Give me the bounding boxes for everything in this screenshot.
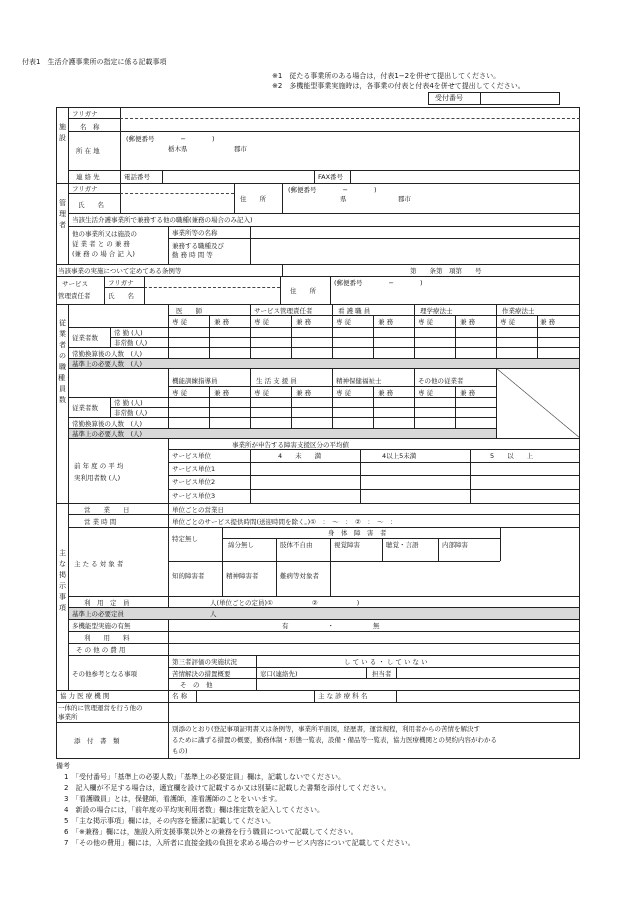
facility-address-label: 所 在 地	[76, 147, 100, 155]
range-2: 5 以 上	[490, 452, 534, 460]
facility-name-input[interactable]	[124, 120, 574, 130]
std-staff-label: 基準上の必要定員	[72, 610, 124, 618]
part-8: 兼 務	[378, 389, 394, 397]
range-0: 4 未 満	[278, 452, 322, 460]
full-6: 専 従	[172, 389, 188, 397]
service-manager-furigana: フリガナ	[108, 279, 134, 287]
main-section-label: 主な掲示事項	[59, 549, 66, 612]
physical-header: 身 体 障 害 者	[328, 529, 387, 537]
job-other: その他の従業者	[418, 377, 464, 385]
remark-2: 2 記入欄が不足する場合は，適宜欄を設けて記載するか又は別葉に記載した書類を添付してください。	[64, 784, 391, 792]
count-label-1: 従業者数	[72, 334, 98, 342]
unit-2: サービス単位2	[172, 478, 216, 486]
remark-1: 1 「受付番号」「基準上の必要人数」「基準上の必要定員」欄は，記載しないでください。	[64, 773, 345, 781]
part-5: 兼 務	[540, 318, 556, 326]
coop-label: 協 力 医 療 機 関	[60, 692, 110, 700]
required-1: 基準上の必要人数 (人)	[72, 360, 143, 368]
business-days-value[interactable]: 単位ごとの営業日	[172, 506, 224, 514]
ordinance-text[interactable]: 第 条第 項第 号	[410, 267, 482, 275]
full-8: 専 従	[336, 389, 352, 397]
target-4: 内部障害	[442, 541, 468, 549]
manager-city: 郡市	[398, 195, 411, 203]
manager-address-label: 住 所	[240, 195, 266, 203]
unit-3: サービス単位3	[172, 492, 216, 500]
manager-pref: 県	[340, 195, 347, 203]
note-2: ※2 多機能型事業実施時は，各事業の付表と付表4を併せて提出してください。	[272, 82, 525, 90]
third-label: 第三者評価の実施状況	[172, 658, 237, 666]
attach-label: 添 付 書 類	[74, 737, 120, 745]
target2-0: 知的障害者	[172, 572, 205, 580]
remark-7: 7 「その他の費用」欄には，入所者に直接金銭の負担を求める場合のサービス内容について記載してください。	[64, 839, 415, 847]
remarks-title: 備考	[56, 762, 70, 770]
service-manager-label2: 管理責任者	[58, 292, 91, 300]
no-spec: 特定無し	[172, 535, 198, 543]
person-label: 担当者	[372, 670, 392, 678]
manager-other-line2: 従 業 者 と の 兼 務	[72, 240, 130, 248]
facility-contact-label: 連 絡 先	[76, 173, 100, 181]
attach-text-2: るために講ずる措置の概要，勤務体制・形態一覧表，設備・備品等一覧表，協力医療機関との契約内容がわかる	[172, 736, 497, 744]
unified-label-1: 一体的に管理運営を行う他の	[58, 704, 143, 712]
full-1: 専 従	[172, 318, 188, 326]
target-2: 視覚障害	[334, 541, 360, 549]
nonregular-1: 非常勤 (人)	[114, 339, 148, 347]
service-manager-name-label: 氏 名	[108, 292, 134, 300]
note-1: ※1 従たる事業所のある場合は，付表1−2を併せて提出してください。	[272, 72, 501, 80]
full-3: 専 従	[336, 318, 352, 326]
third-value[interactable]: し て い る ・ し て い な い	[344, 658, 428, 666]
form-title: 付表1 生活介護事業所の指定に係る記載事項	[22, 58, 167, 66]
facility-name-label: 名 称	[80, 123, 100, 131]
coop-dept-label: 主 な 診 療 科 名	[318, 692, 368, 700]
unit-1: サービス単位1	[172, 465, 216, 473]
service-manager-label1: サービス	[62, 280, 88, 288]
manager-other-name-label: 事業所等の名称	[172, 229, 218, 237]
complaint-label: 苦情解決の措置概要	[172, 670, 231, 678]
job-pt: 理学療法士	[420, 307, 453, 315]
job-ot: 作業療法士	[502, 307, 535, 315]
part-4: 兼 務	[460, 318, 476, 326]
part-2: 兼 務	[296, 318, 312, 326]
nonregular-2: 非常勤 (人)	[114, 409, 148, 417]
full-2: 専 従	[254, 318, 270, 326]
coop-name-label: 名 称	[172, 692, 188, 700]
part-1: 兼 務	[214, 318, 230, 326]
facility-city: 郡市	[234, 145, 247, 153]
manager-concurrent-label: 当該生活介護事業所で兼務する他の職種(兼務の場合のみ記入)	[72, 216, 253, 224]
part-6: 兼 務	[214, 389, 230, 397]
business-days-label: 営 業 日	[84, 506, 130, 514]
regular-1: 常 勤 (人)	[114, 329, 143, 337]
diagonal-filler-1	[496, 368, 580, 438]
staff-section-label: 従業者の職種・員数	[58, 319, 72, 404]
attach-text-3: もの)	[172, 747, 188, 755]
manager-other-job1: 兼務する職種及び	[172, 242, 224, 250]
target-label: 主 た る 対 象 者	[74, 560, 124, 568]
facility-postal[interactable]: (郵便番号 − )	[126, 135, 215, 143]
part-9: 兼 務	[460, 389, 476, 397]
manager-other-line3: (兼 務 の 場 合 記 入)	[72, 250, 135, 258]
manager-furigana-label: フリガナ	[72, 185, 98, 193]
business-hours-value[interactable]: 単位ごとのサービス提供時間(送迎時間を除く。)① ： 〜 ： ② ： 〜 ：	[172, 518, 397, 526]
job-service-manager: サービス管理責任者	[254, 307, 313, 315]
business-hours-label: 営 業 時 間	[84, 518, 117, 526]
service-manager-address-label: 住 所	[290, 287, 316, 295]
remark-3: 3 「看護職員」とは，保健師，看護師，准看護師のことをいいます。	[64, 795, 282, 803]
target-3: 聴覚・言語	[386, 541, 419, 549]
manager-postal[interactable]: (郵便番号 − )	[288, 186, 377, 194]
other-label: そ の 他	[180, 681, 213, 689]
remark-5: 5 「主な掲示事項」欄には，その内容を簡潔に記載してください。	[64, 817, 275, 825]
manager-other-line1: 他の事業所又は施設の	[72, 230, 137, 238]
job-nurse: 看 護 職 員	[338, 307, 371, 315]
required-2: 基準上の必要人数 (人)	[72, 430, 143, 438]
unified-label-2: 事業所	[58, 713, 78, 721]
job-life-support: 生 活 支 援 員	[256, 377, 297, 385]
manager-name-label: 氏 名	[78, 201, 104, 209]
job-doctor: 医 師	[176, 307, 202, 315]
prev-avg-1: 前 年 度 の 平 均	[74, 462, 124, 470]
part-3: 兼 務	[378, 318, 394, 326]
part-7: 兼 務	[296, 389, 312, 397]
receipt-number-label: 受付番号	[435, 94, 463, 102]
window-label: 窓口(連絡先)	[260, 670, 298, 678]
job-functional-trainer: 機能訓練指導員	[172, 377, 218, 385]
target-1: 肢体不自由	[280, 541, 313, 549]
attach-text-1: 別添のとおり(登記事項証明書又は条例等，事業所平面図，経歴書，運営規程，利用者からの苦情を解決す	[172, 725, 481, 733]
multi-value[interactable]: 有 ・ 無	[282, 622, 380, 630]
count-label-2: 従業者数	[72, 404, 98, 412]
prev-avg-2: 実利用者数 (人)	[74, 474, 121, 482]
facility-pref: 栃木県	[168, 145, 188, 153]
fee-label: 利 用 料	[84, 634, 130, 642]
target2-2: 難病等対象者	[280, 572, 319, 580]
ref-label: その他参考となる事項	[72, 670, 137, 678]
fte-1: 常勤換算後の人数 (人)	[72, 350, 143, 358]
other-fee-label: そ の 他 の 費 用	[76, 646, 126, 654]
range-1: 4以上5未満	[382, 452, 417, 460]
multi-label: 多機能型実施の有無	[72, 622, 131, 630]
capacity-label: 利 用 定 員	[84, 599, 130, 607]
remark-4: 4 新設の場合には，「前年度の平均実利用者数」欄は推定数を記入してください。	[64, 806, 324, 814]
remark-6: 6 「※兼務」欄には，施設入所支援事業以外との兼務を行う職員について記載してください。	[64, 828, 358, 836]
full-4: 専 従	[418, 318, 434, 326]
facility-furigana-label: フリガナ	[72, 110, 98, 118]
std-staff-value: 人	[210, 610, 217, 618]
target2-1: 精神障害者	[226, 572, 259, 580]
manager-other-job2: 勤 務 時 間 等	[172, 251, 213, 259]
unit-0: サービス単位	[172, 452, 211, 460]
ordinance-label: 当該事業の実施について定めてある条例等	[58, 267, 182, 275]
service-manager-postal[interactable]: (郵便番号 − )	[334, 279, 423, 287]
facility-tel-label: 電話番号	[124, 173, 150, 181]
full-5: 専 従	[500, 318, 516, 326]
avg-title: 事業所が申告する障害支援区分の平均値	[232, 441, 349, 449]
full-7: 専 従	[254, 389, 270, 397]
facility-section-label: 施設	[59, 123, 66, 142]
regular-2: 常 勤 (人)	[114, 399, 143, 407]
target-0: 綿分無し	[228, 541, 254, 549]
fte-2: 常勤換算後の人数 (人)	[72, 420, 143, 428]
job-psw: 精神保健福祉士	[336, 377, 382, 385]
manager-section-label: 管理者	[59, 199, 66, 229]
facility-fax-label: FAX番号	[318, 173, 344, 181]
full-9: 専 従	[418, 389, 434, 397]
capacity-value[interactable]: 人(単位ごとの定員)① ② )	[210, 599, 360, 607]
